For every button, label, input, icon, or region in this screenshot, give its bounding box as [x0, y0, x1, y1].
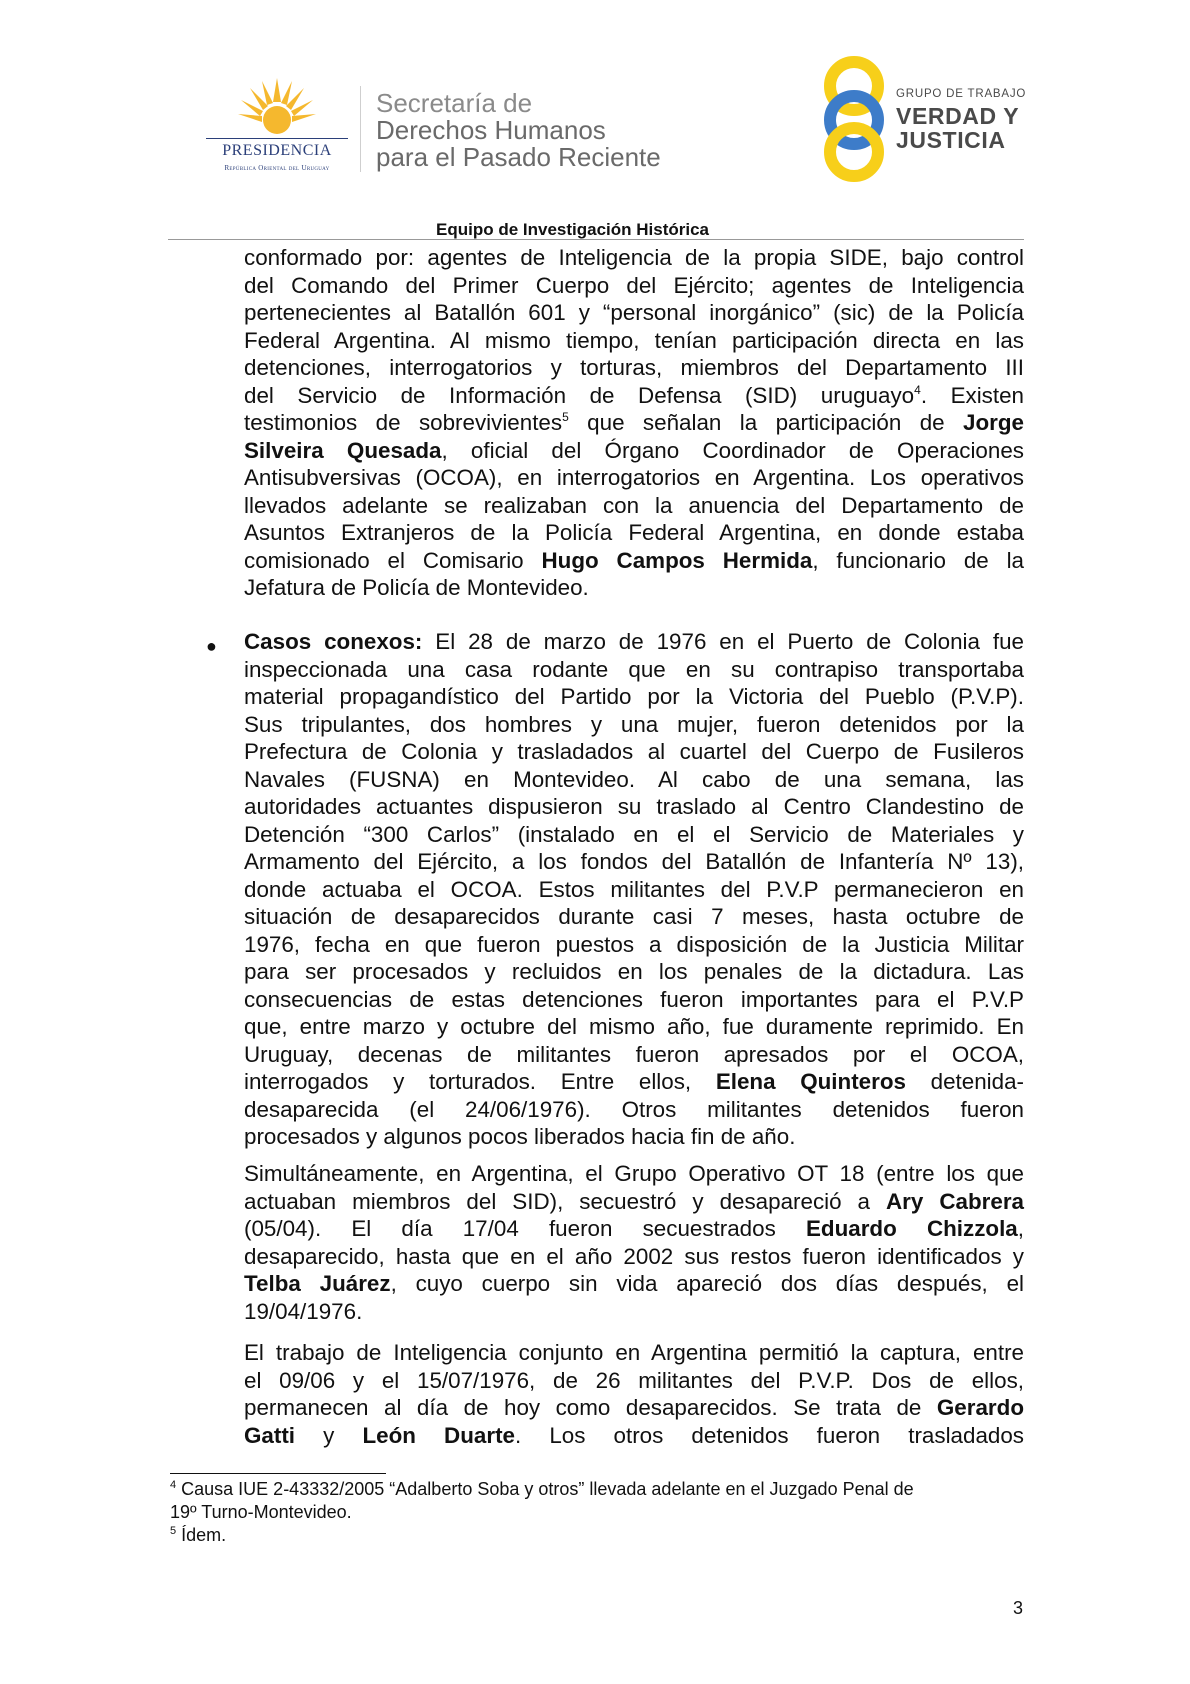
paragraph-simultaneamente: Simultáneamente, en Argentina, el Grupo Operativo OT 18 (entre los que actuaban miembros del SID), secuestró y desapareció a Ary Cabrera (05/04). El día 17/04 fueron secuestrados Eduardo Chizzola, desaparecido, hasta que en el año 2002 sus restos fueron identificados y Telba Juárez, cuyo cuerpo sin vida apareció dos días después, el 19/04/1976. [244, 1161, 1024, 1324]
paragraph-trabajo-inteligencia: El trabajo de Inteligencia conjunto en Argentina permitió la captura, entre el 09/06 y el 15/07/1976, de 26 militantes del P.V.P. Dos de ellos, permanecen al día de hoy como desaparecidos. Se trata de Gerardo Gatti y León Duarte. Los otros detenidos fueron trasladados [244, 1340, 1025, 1448]
header-rule [168, 239, 1024, 240]
gt-title [896, 104, 1019, 152]
footnote-5-text: Ídem. [181, 1525, 227, 1545]
gt-title-line-1: VERDAD Y [896, 103, 1020, 129]
footnote-4 [170, 1478, 1026, 1524]
secretaria-line-2: Derechos Humanos [376, 115, 606, 145]
paragraph-casos-conexos: Casos conexos: El 28 de marzo de 1976 en el Puerto de Colonia fue inspeccionada una casa rodante que en su contrapiso transportaba material propagandístico del Partido por la Victoria del Pueblo (P.V.P). Sus tripulantes, dos hombres y una mujer, fueron detenidos por la Prefectura de Colonia y trasladados al cuartel del Cuerpo de Fusileros Navales (FUSNA) en Montevideo. Al cabo de una semana, las autoridades actuantes dispusieron su traslado al Centro Clandestino de Detención “300 Carlos” (instalado en el el Servicio de Materiales y Armamento del Ejército, a los fondos del Batallón de Infantería Nº 13), donde actuaba el OCOA. Estos militantes del P.V.P permanecieron en situación de desaparecidos durante casi 7 meses, hasta octubre de 1976, fecha en que fueron puestos a disposición de la Justicia Militar para ser procesados y recluidos en los penales de la dictadura. Las consecuencias de estas detenciones fueron importantes para el P.V.P que, entre marzo y octubre del mismo año, fue duramente reprimido. En Uruguay, decenas de militantes fueron apresados por el OCOA, interrogados y torturados. Entre ellos, Elena Quinteros detenida- desaparecida (el 24/06/1976). Otros militantes detenidos fueron procesados y algunos pocos liberados hacia fin de año. [244, 629, 1025, 1149]
section-title: Equipo de Investigación Histórica [436, 220, 709, 239]
footnote-5-mark: 5 [170, 1525, 177, 1537]
gt-title-line-2: JUSTICIA [896, 127, 1006, 153]
secretaria-title [376, 90, 716, 171]
footnote-rule [170, 1473, 386, 1474]
footnote-4-line-2: 19º Turno-Montevideo. [170, 1502, 352, 1522]
gt-subtitle: GRUPO DE TRABAJO [896, 88, 1027, 100]
presidencia-subtitle: República Oriental del Uruguay [224, 164, 330, 172]
logo-divider [360, 86, 361, 172]
bullet-marker: ● [206, 636, 217, 656]
paragraph-intro: conformado por: agentes de Inteligencia de la propia SIDE, bajo control del Comando del Primer Cuerpo del Ejército; agentes de Inteligencia pertenecientes al Batallón 601 y “personal inorgánico” (sic) de la Policía Federal Argentina. Al mismo tiempo, tenían participación directa en las detenciones, interrogatorios y torturas, miembros del Departamento III del Servicio de Información de Defensa (SID) uruguayo$^4$. Existen testimonios de sobrevivientes$^5$ que señalan la participación de Jorge Silveira Quesada, oficial del Órgano Coordinador de Operaciones Antisubversivas (OCOA), en interrogatorios en Argentina. Los operativos llevados adelante se realizaban con la anuencia del Departamento de Asuntos Extranjeros de la Policía Federal Argentina, en donde estaba comisionado el Comisario Hugo Campos Hermida, funcionario de la Jefatura de Policía de Montevideo. [244, 245, 1025, 600]
presidencia-name: PRESIDENCIA [222, 142, 332, 159]
grupo-trabajo-logo [818, 56, 1038, 182]
footnote-4-mark: 4 [170, 1479, 177, 1491]
sun-icon [238, 78, 316, 140]
footnote-4-line-1: Causa IUE 2-43332/2005 “Adalberto Soba y otros” llevada adelante en el Juzgado Penal de [181, 1479, 914, 1499]
presidencia-logo [198, 78, 356, 178]
presidencia-rule [206, 138, 348, 139]
verdad-justicia-emblem-icon [818, 56, 894, 182]
page-number: 3 [1013, 1598, 1024, 1618]
footnote-5 [170, 1524, 1026, 1547]
secretaria-line-1: Secretaría de [376, 88, 533, 118]
secretaria-line-3: para el Pasado Reciente [376, 142, 661, 172]
